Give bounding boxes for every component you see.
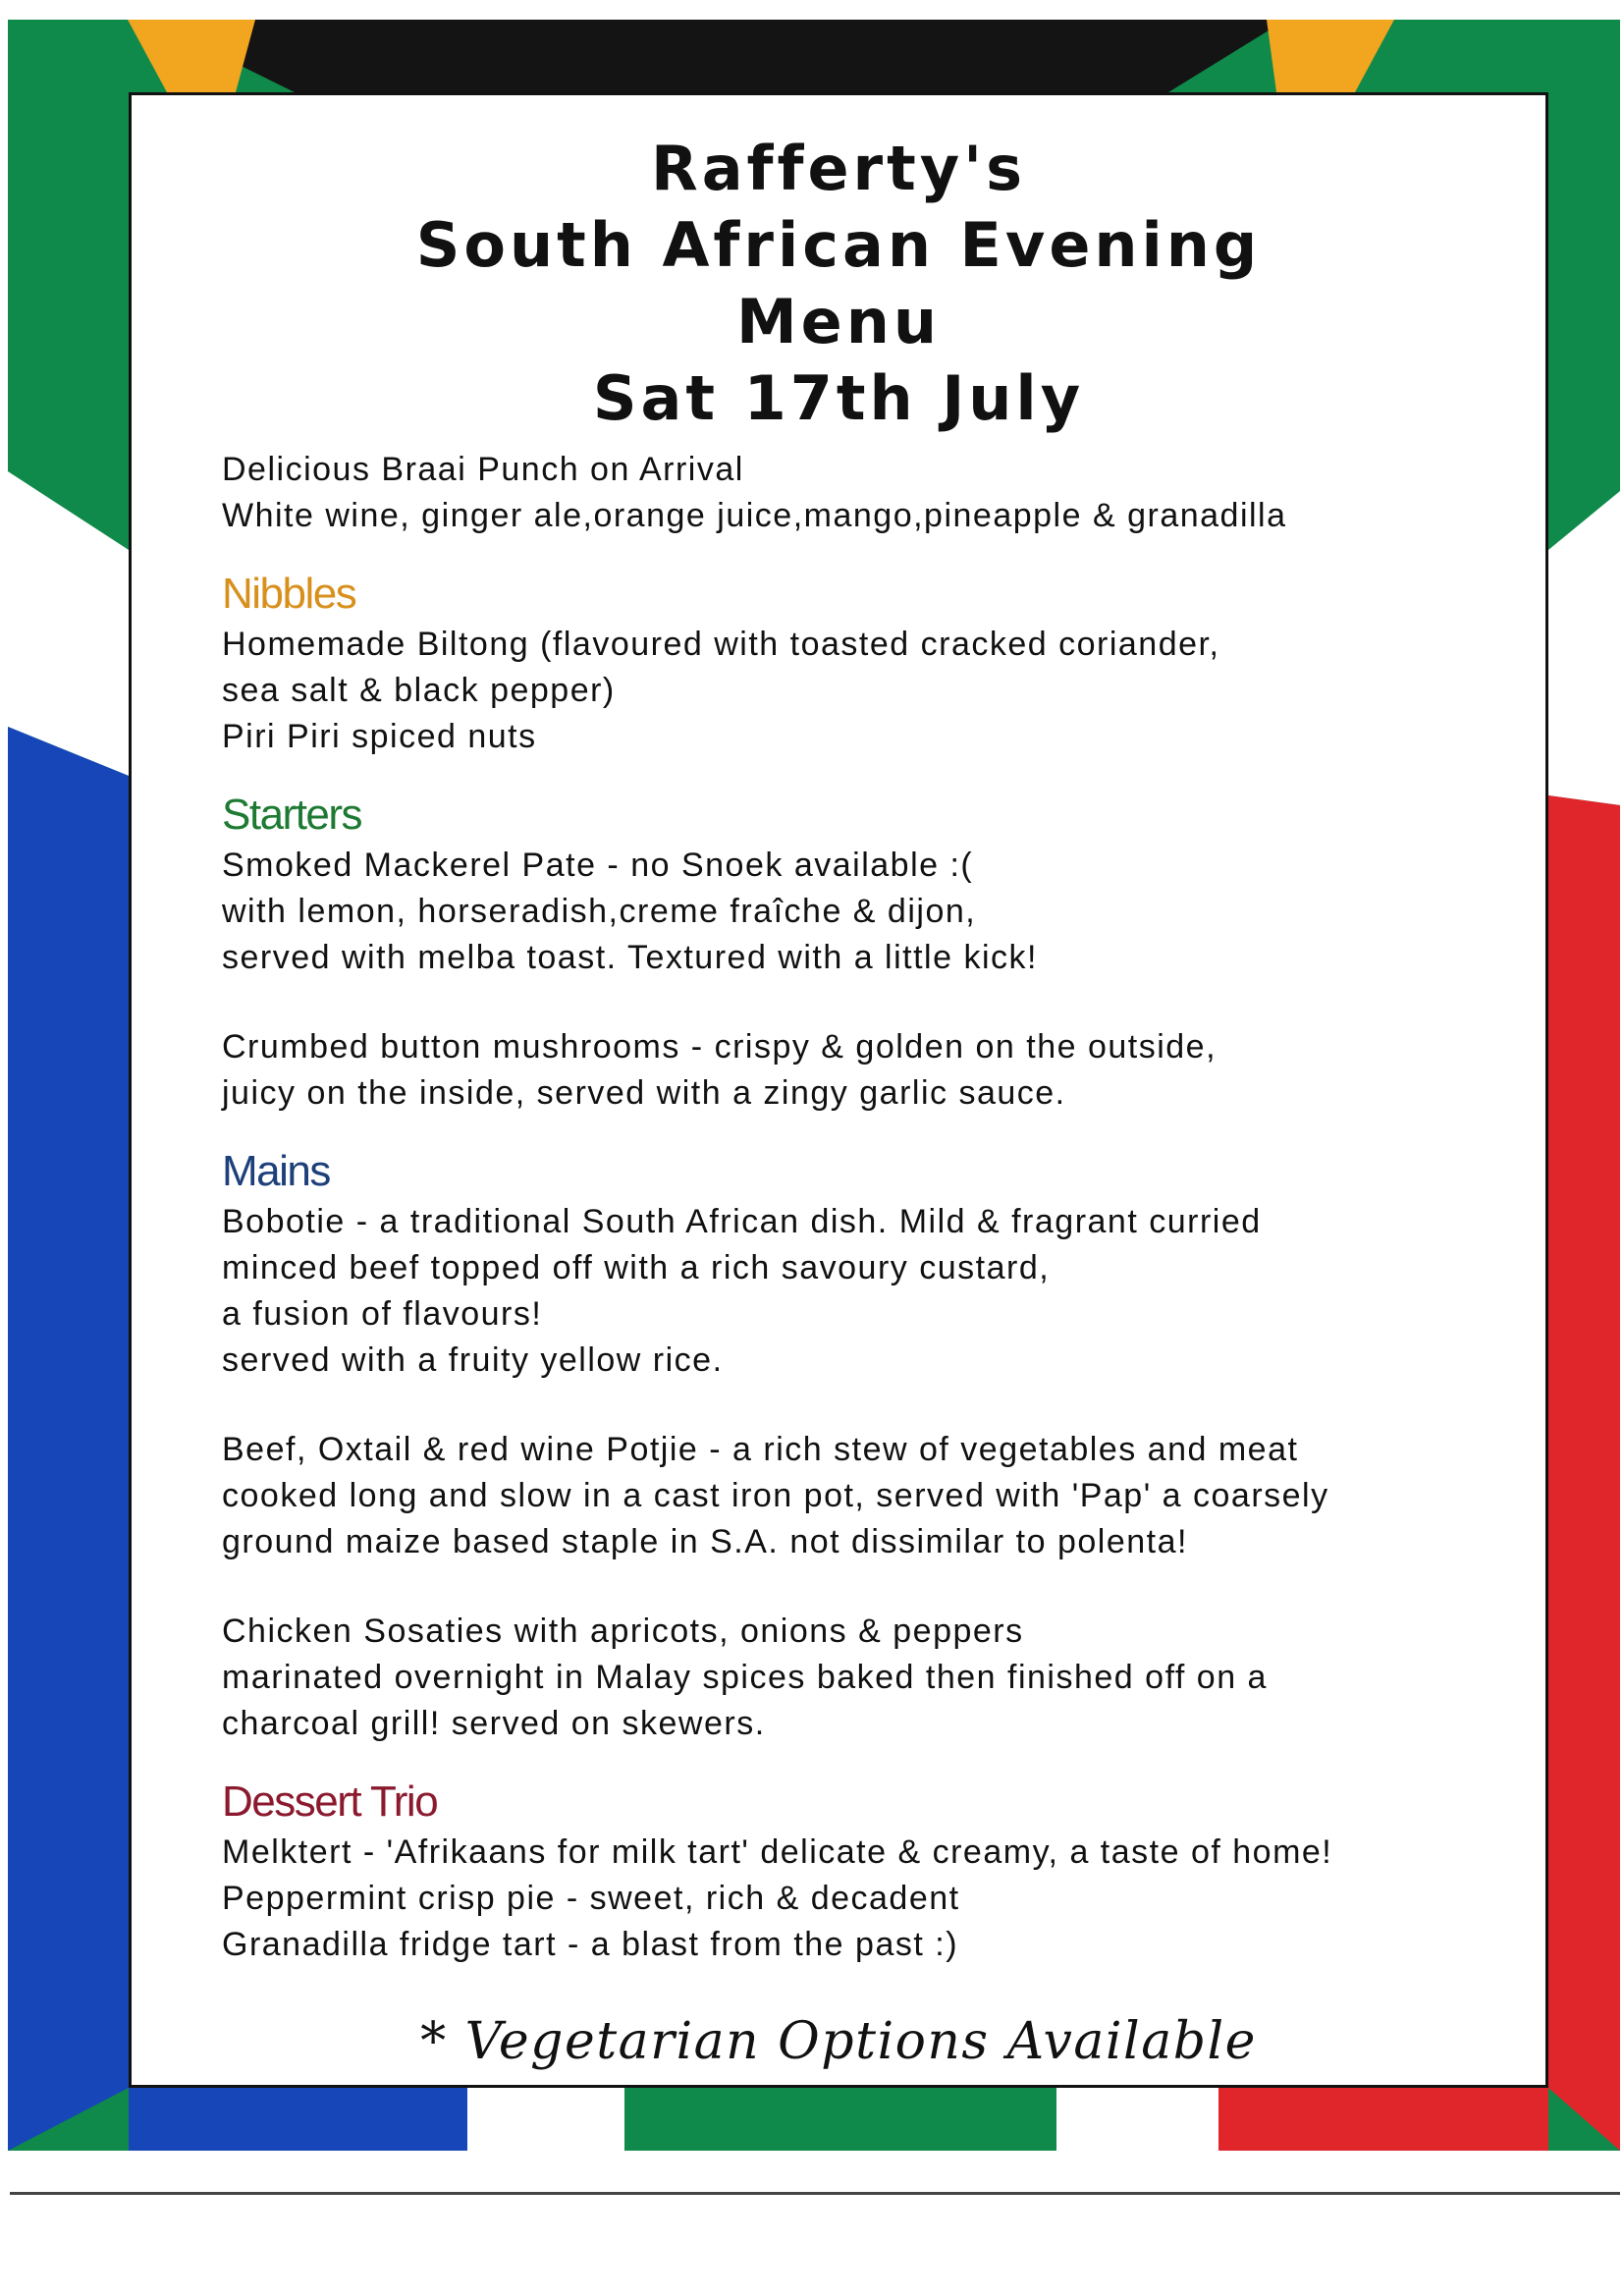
menu-title	[132, 131, 1545, 437]
menu-line: Peppermint crisp pie - sweet, rich & decadent	[222, 1880, 960, 1917]
menu-line: Smoked Mackerel Pate - no Snoek available :(	[222, 847, 974, 884]
page-bottom-rule	[10, 2192, 1620, 2195]
menu-line: sea salt & black pepper)	[222, 672, 616, 709]
arrival-drink-description: White wine, ginger ale,orange juice,mango,pineapple & granadilla	[222, 497, 1287, 534]
menu-line: cooked long and slow in a cast iron pot, served with 'Pap' a coarsely	[222, 1477, 1329, 1514]
item-spacer	[222, 1565, 1518, 1609]
title-date: Sat 17th July	[592, 362, 1085, 434]
arrival-section	[222, 447, 1518, 539]
title-restaurant-name: Rafferty's	[650, 133, 1027, 204]
mains-section	[222, 1144, 1518, 1747]
flag-black-band-top	[147, 20, 1286, 92]
menu-line: ground maize based staple in S.A. not dissimilar to polenta!	[222, 1523, 1188, 1560]
menu-line: juicy on the inside, served with a zingy garlic sauce.	[222, 1074, 1066, 1112]
arrival-drink: Delicious Braai Punch on Arrival	[222, 451, 744, 488]
starters-section	[222, 788, 1518, 1117]
menu-line: Granadilla fridge tart - a blast from the past :)	[222, 1926, 959, 1963]
item-spacer	[222, 1384, 1518, 1427]
menu-line: marinated overnight in Malay spices baked then finished off on a	[222, 1659, 1268, 1696]
flag-green-band-bottom	[624, 2088, 1056, 2151]
menu-line: minced beef topped off with a rich savoury custard,	[222, 1249, 1051, 1286]
menu-line: served with a fruity yellow rice.	[222, 1341, 724, 1379]
nibbles-section	[222, 567, 1518, 760]
nibbles-heading: Nibbles	[222, 570, 356, 618]
flag-white-band-bottom-right	[1056, 2088, 1218, 2151]
starters-heading: Starters	[222, 791, 362, 839]
dessert-section	[222, 1775, 1518, 1968]
menu-line: Beef, Oxtail & red wine Potjie - a rich stew of vegetables and meat	[222, 1431, 1299, 1468]
menu-line: Homemade Biltong (flavoured with toasted cracked coriander,	[222, 626, 1220, 663]
flag-red-band-bottom	[1218, 2088, 1548, 2151]
menu-line: Bobotie - a traditional South African dish. Mild & fragrant curried	[222, 1203, 1262, 1240]
flag-red-field-right	[1548, 795, 1620, 2151]
item-spacer	[222, 981, 1518, 1024]
flag-white-band-bottom-left	[467, 2088, 624, 2151]
mains-heading: Mains	[222, 1147, 330, 1195]
title-menu-word: Menu	[735, 286, 942, 357]
menu-line: with lemon, horseradish,creme fraîche & dijon,	[222, 893, 977, 930]
menu-line: Chicken Sosaties with apricots, onions & peppers	[222, 1613, 1024, 1650]
menu-line: Melktert - 'Afrikaans for milk tart' delicate & creamy, a taste of home!	[222, 1833, 1333, 1871]
dessert-heading: Dessert Trio	[222, 1777, 438, 1826]
menu-line: served with melba toast. Textured with a little kick!	[222, 939, 1038, 976]
vegetarian-note: * Vegetarian Options Available	[420, 2012, 1257, 2071]
menu-line: charcoal grill! served on skewers.	[222, 1705, 766, 1742]
flag-blue-field-left	[8, 727, 129, 2151]
menu-content	[222, 447, 1518, 1968]
menu-line: Crumbed button mushrooms - crispy & golden on the outside,	[222, 1028, 1218, 1066]
title-event-name: South African Evening	[415, 209, 1262, 281]
menu-line: a fusion of flavours!	[222, 1295, 543, 1333]
flag-blue-band-bottom	[129, 2088, 467, 2151]
menu-panel	[129, 92, 1548, 2088]
menu-line: Piri Piri spiced nuts	[222, 718, 537, 755]
